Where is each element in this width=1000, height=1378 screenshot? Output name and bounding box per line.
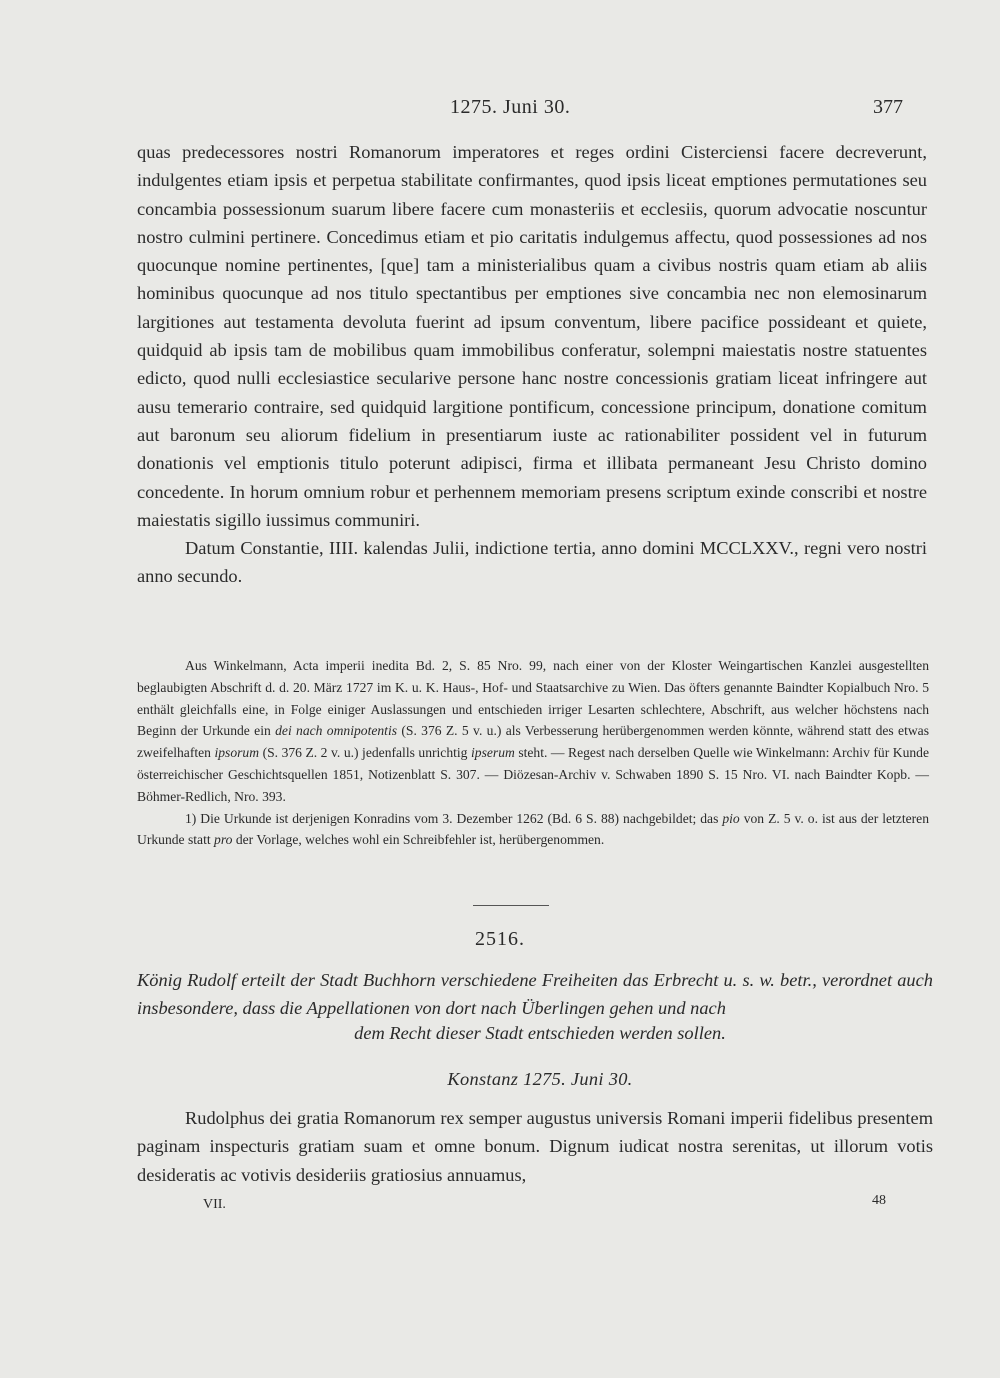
section-divider bbox=[473, 905, 549, 906]
document-number: 2516. bbox=[475, 928, 525, 950]
charter-continuation bbox=[137, 138, 927, 591]
sheet-signature: 48 bbox=[872, 1193, 886, 1208]
place-and-date: Konstanz 1275. Juni 30. bbox=[447, 1069, 633, 1089]
charter-opening: Rudolphus dei gratia Romanorum rex semper augustus universis Romani imperii fidelibus presentem paginam inspecturis gratiam suam et omne bonum. Dignum iudicat nostra serenitas, ut illorum votis desideratis ac votivis desideriis gratiosius annuamus, bbox=[137, 1108, 933, 1185]
dating-clause: Datum Constantie, IIII. kalendas Julii, indictione tertia, anno domini MCCLXXV., regni vero nostri anno secundo. bbox=[137, 538, 927, 587]
volume-signature: VII. bbox=[203, 1197, 226, 1212]
document-summary-last-line: dem Recht dieser Stadt entschieden werden sollen. bbox=[354, 1023, 726, 1043]
page-number: 377 bbox=[873, 96, 903, 118]
editorial-notes bbox=[137, 655, 929, 851]
running-header bbox=[0, 96, 1000, 126]
charter-text bbox=[137, 1104, 933, 1189]
document-summary: König Rudolf erteilt der Stadt Buchhorn verschiedene Freiheiten das Erbrecht u. s. w. betr., verordnet auch insbesondere, dass die Appellationen von dort nach Überlingen gehen und nach bbox=[137, 970, 933, 1018]
header-date: 1275. Juni 30. bbox=[450, 96, 571, 118]
footnote: 1) Die Urkunde ist derjenigen Konradins vom 3. Dezember 1262 (Bd. 6 S. 88) nachgebildet; das pio von Z. 5 v. o. ist aus der letzteren Urkunde statt pro der Vorlage, welches wohl ein Schreibfehler ist, herübergenommen. bbox=[137, 810, 930, 848]
source-note: Aus Winkelmann, Acta imperii inedita Bd. 2, S. 85 Nro. 99, nach einer von der Kloster Weingartischen Kanzlei ausgestellten beglaubigten Abschrift d. d. 20. März 1727 im K. u. K. Haus-, Hof- und Staatsarchive zu Wien. Das öfters genannte Baindter Kopialbuch Nro. 5 enthält gleichfalls eine, in Folge einiger Auslassungen und entschieden irriger Lesarten schlechtere, Abschrift, aus welcher höchstens nach Beginn der Urkunde ein dei nach omnipotentis (S. 376 Z. 5 v. u.) als Verbesserung herübergenommen werden könnte, während statt des etwas zweifelhaften ipsorum (S. 376 Z. 2 v. u.) jedenfalls unrichtig ipserum steht. — Regest nach derselben Quelle wie Winkelmann: Archiv für Kunde österreichischer Geschichtsquellen 1851, Notizenblatt S. 307. — Diözesan-Archiv v. Schwaben 1890 S. 15 Nro. VI. nach Baindter Kopb. — Böhmer-Redlich, Nro. 393. bbox=[137, 658, 929, 804]
charter-paragraph: quas predecessores nostri Romanorum imperatores et reges ordini Cisterciensi facere decreverunt, indulgentes etiam ipsis et perpetua stabilitate confirmantes, quod ipsis liceat emptiones permutationes seu concambia possessionum suarum libere facere cum monasteriis et ecclesiis, quorum advocatie noscuntur nostro culmini pertinere. Concedimus etiam et pio caritatis indulgemus affectu, quod possessiones ad nos quocunque nomine pertinentes, [que] tam a ministerialibus quam a civibus nostris quam etiam ab aliis hominibus quocunque ad nos titulo spectantibus per emptiones sive concambia nec non elemosinarum largitiones aut testamenta devoluta fuerint ad ipsum conventum, libere pacifice possideant et quiete, quidquid ab ipsis tam de mobilibus quam immobilibus conferatur, solempni maiestatis nostre statuentes edicto, quod nulli ecclesiastice secularive persone hanc nostre concessionis gratiam liceat infringere aut ausu temerario contraire, sed quidquid largitione pontificum, concessione principum, donatione comitum aut baronum seu aliorum fidelium in presentiarum iuste ac rationabiliter possident vel in futurum donationis vel emptionis titulo poterunt adipisci, firma et illibata permaneant Jesu Christo domino concedente. In horum omnium robur et perhennem memoriam presens scriptum exinde conscribi et nostre maiestatis sigillo iussimus communiri. bbox=[137, 142, 927, 530]
